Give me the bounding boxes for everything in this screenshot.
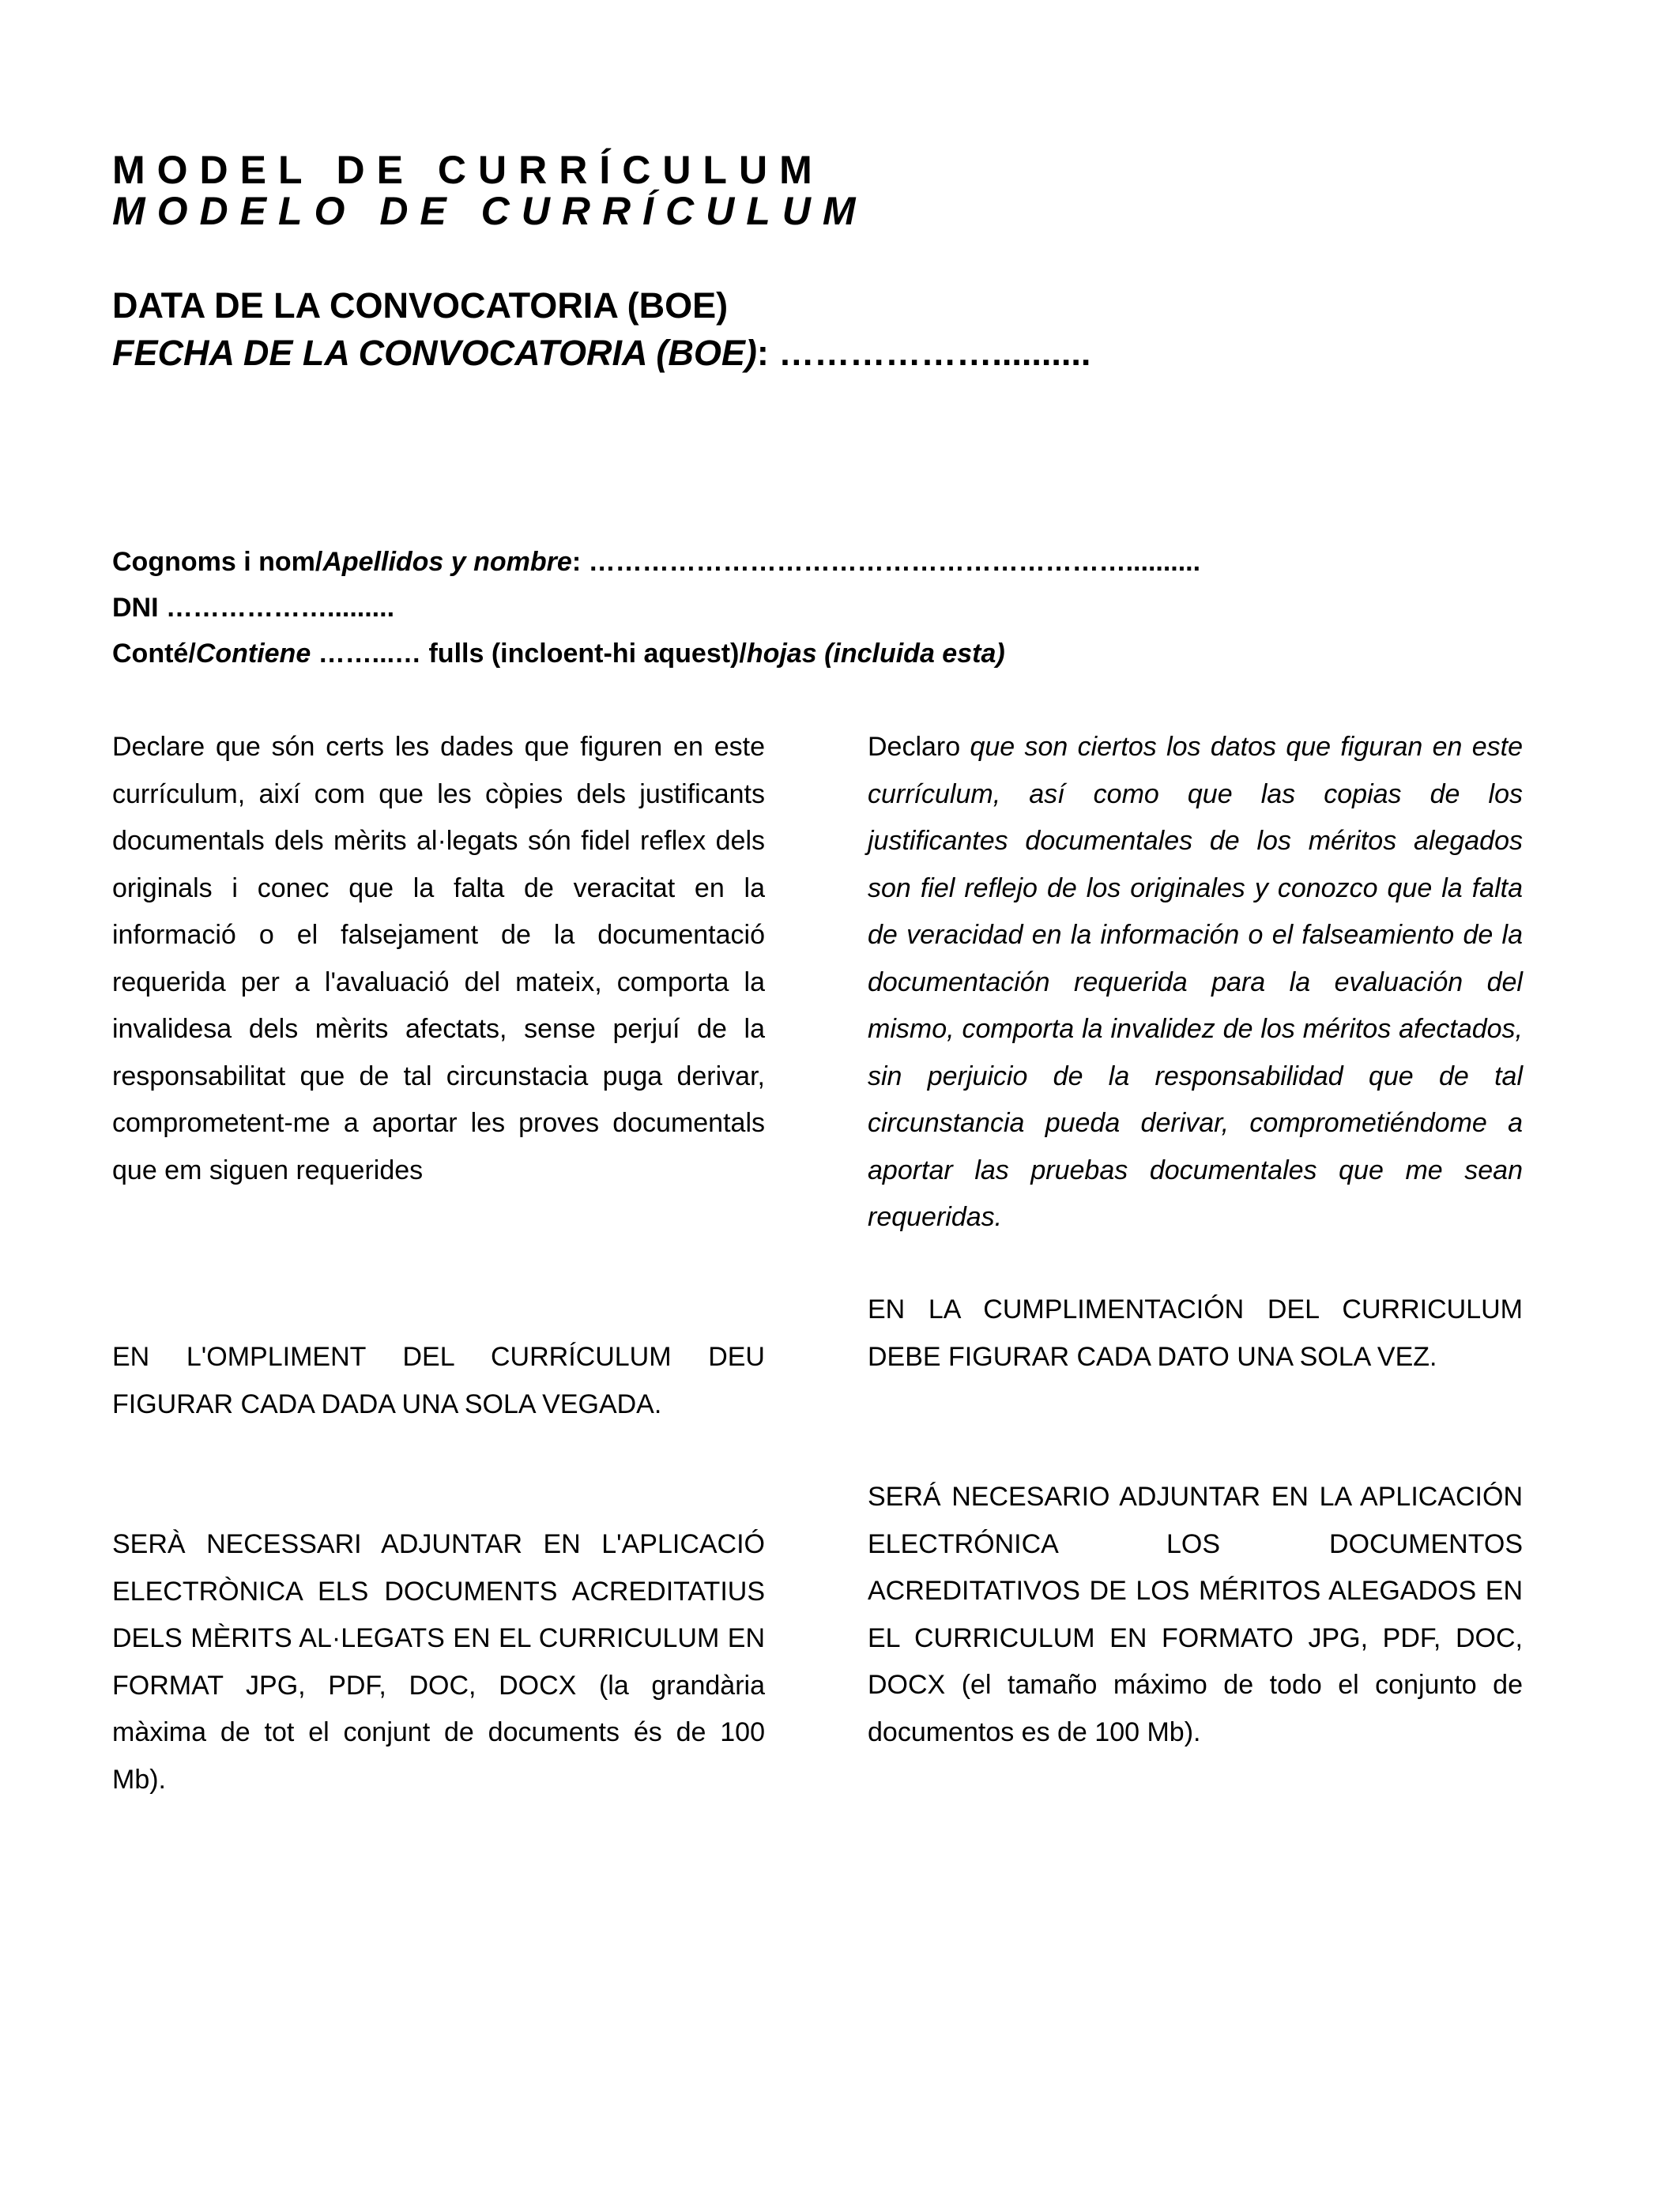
convocation-date-label-catalan: DATA DE LA CONVOCATORIA (BOE) — [112, 285, 729, 326]
contains-blank[interactable]: ……...… — [311, 639, 422, 669]
notice-attach-spanish: SERÁ NECESARIO ADJUNTAR EN LA APLICACIÓN ELECTRÓNICA LOS DOCUMENTOS ACREDITATIVOS DE LOS MÉRITOS ALEGADOS EN EL CURRICULUM EN FORMATO JPG, PDF, DOC, DOCX (el tamaño máximo de todo el conjunto de documentos es de 100 Mb). — [868, 1482, 1523, 1747]
name-blank[interactable]: …………………………………………………….......... — [588, 547, 1201, 577]
contains-label-spanish: Contiene — [195, 639, 311, 669]
dni-field-line — [112, 586, 394, 630]
convocation-date-line — [112, 330, 1090, 376]
convocation-date-colon: : — [756, 333, 769, 373]
notice-attach-catalan: SERÀ NECESSARI ADJUNTAR EN L'APLICACIÓ ELECTRÒNICA ELS DOCUMENTS ACREDITATIUS DELS MÈRITS AL·LEGATS EN EL CURRICULUM EN FORMAT JPG, PDF, DOC, DOCX (la grandària màxima de tot el conjunt de documents és de 100 Mb). — [112, 1529, 765, 1795]
dni-label: DNI — [112, 593, 166, 623]
sheets-label-catalan: fulls (incloent-hi aquest)/ — [421, 639, 747, 669]
sheets-label-spanish: hojas (incluida esta) — [746, 639, 1005, 669]
declaration-catalan: Declare que són certs les dades que figuren en este currículum, així com que les còpies dels justificants documentals dels mèrits al·legats són fidel reflex dels originals i conec que la falta de veracitat en la informació o el falsejament de la documentació requerida per a l'avaluació del mateix, comporta la invalidesa dels mèrits afectats, sense perjuí de la responsabilitat que de tal circunstacia puga derivar, comprometent-me a aportar les proves documentals que em siguen requerides — [112, 732, 765, 1185]
sheets-field-line — [112, 631, 1005, 676]
declaration-spanish-body: que son ciertos los datos que figuran en este currículum, así como que las copias de los justificantes documentales de los méritos alegados son fiel reflejo de los originales y conozco que la falta de veracidad en la información o el falseamiento de la documentación requerida para la evaluación del mismo, comporta la invalidez de los méritos afectados, sin perjuicio de la responsabilidad que de tal circunstancia pueda derivar, comprometiéndome a aportar las pruebas documentales que me sean requeridas. — [868, 732, 1523, 1232]
notice-once-catalan: EN L'OMPLIMENT DEL CURRÍCULUM DEU FIGURAR CADA DADA UNA SOLA VEGADA. — [112, 1342, 765, 1419]
notice-once-spanish: EN LA CUMPLIMENTACIÓN DEL CURRICULUM DEBE FIGURAR CADA DATO UNA SOLA VEZ. — [868, 1294, 1523, 1372]
dni-blank[interactable]: ………………......... — [166, 593, 395, 623]
title-catalan: MODEL DE CURRÍCULUM — [112, 148, 824, 192]
name-colon: : — [571, 547, 589, 577]
convocation-date-label-spanish: FECHA DE LA CONVOCATORIA (BOE) — [112, 333, 757, 373]
declaration-spanish-first-word: Declaro — [868, 732, 961, 762]
declaration-spanish — [868, 724, 1523, 1242]
title-spanish: MODELO DE CURRÍCULUM — [112, 189, 868, 233]
name-field-line — [112, 540, 1200, 584]
name-label-catalan: Cognoms i nom/ — [112, 547, 323, 577]
convocation-date-blank[interactable]: ……………….......... — [768, 333, 1091, 373]
contains-label-catalan: Conté/ — [112, 639, 196, 669]
name-label-spanish: Apellidos y nombre — [322, 547, 572, 577]
